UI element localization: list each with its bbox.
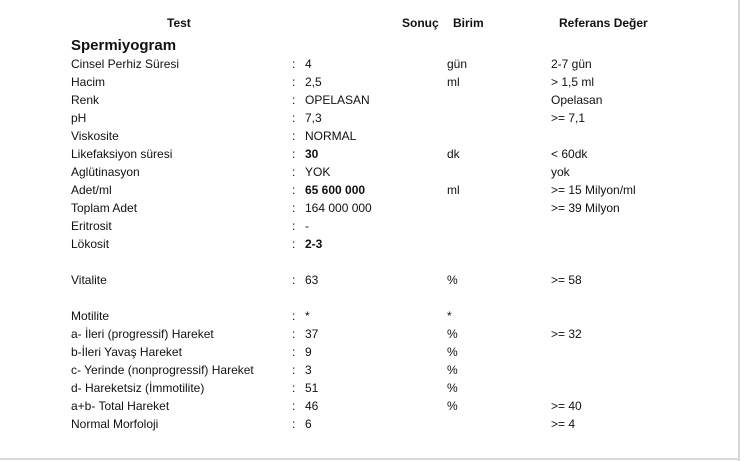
section-title: Spermiyogram — [71, 37, 177, 54]
table-row — [0, 343, 740, 361]
table-row — [0, 271, 740, 289]
reference-value: >= 40 — [551, 399, 582, 413]
test-name: Adet/ml — [71, 183, 112, 197]
separator-colon: : — [292, 417, 296, 431]
header-result: Sonuç — [402, 16, 439, 30]
test-name: Normal Morfoloji — [71, 417, 159, 431]
table-row — [0, 163, 740, 181]
reference-value: 2-7 gün — [551, 57, 592, 71]
table-row — [0, 127, 740, 145]
separator-colon: : — [292, 147, 296, 161]
result-value: 37 — [305, 327, 319, 341]
table-row — [0, 379, 740, 397]
test-name: b-İleri Yavaş Hareket — [71, 345, 182, 359]
test-name: Toplam Adet — [71, 201, 138, 215]
separator-colon: : — [292, 219, 296, 233]
table-row — [0, 181, 740, 199]
table-row — [0, 73, 740, 91]
result-value: 9 — [305, 345, 312, 359]
unit-value: % — [447, 273, 458, 287]
separator-colon: : — [292, 273, 296, 287]
unit-value: % — [447, 399, 458, 413]
unit-value: dk — [447, 147, 460, 161]
separator-colon: : — [292, 57, 296, 71]
result-value: OPELASAN — [305, 93, 370, 107]
result-value: 3 — [305, 363, 312, 377]
reference-value: >= 15 Milyon/ml — [551, 183, 636, 197]
result-value: 30 — [305, 147, 319, 161]
reference-value: yok — [551, 165, 570, 179]
test-name: Aglütinasyon — [71, 165, 140, 179]
test-name: Cinsel Perhiz Süresi — [71, 57, 180, 71]
table-row — [0, 235, 740, 253]
table-row — [0, 307, 740, 325]
header-reference: Referans Değer — [559, 16, 648, 30]
test-name: Hacim — [71, 75, 106, 89]
test-name: c- Yerinde (nonprogressif) Hareket — [71, 363, 254, 377]
separator-colon: : — [292, 201, 296, 215]
table-row — [0, 397, 740, 415]
result-value: 46 — [305, 399, 319, 413]
separator-colon: : — [292, 309, 296, 323]
test-name: a+b- Total Hareket — [71, 399, 170, 413]
table-row — [0, 325, 740, 343]
separator-colon: : — [292, 327, 296, 341]
reference-value: < 60dk — [551, 147, 588, 161]
separator-colon: : — [292, 93, 296, 107]
result-value: YOK — [305, 165, 331, 179]
separator-colon: : — [292, 129, 296, 143]
unit-value: ml — [447, 75, 460, 89]
reference-value: >= 32 — [551, 327, 582, 341]
test-name: d- Hareketsiz (İmmotilite) — [71, 381, 205, 395]
reference-value: >= 4 — [551, 417, 576, 431]
test-name: Viskosite — [71, 129, 119, 143]
reference-value: >= 58 — [551, 273, 582, 287]
test-name: Motilite — [71, 309, 110, 323]
reference-value: Opelasan — [551, 93, 603, 107]
test-name: Likefaksiyon süresi — [71, 147, 173, 161]
unit-value: gün — [447, 57, 468, 71]
separator-colon: : — [292, 75, 296, 89]
table-row — [0, 109, 740, 127]
table-row — [0, 217, 740, 235]
separator-colon: : — [292, 399, 296, 413]
page-edge-bottom — [0, 458, 740, 460]
unit-value: ml — [447, 183, 460, 197]
test-name: Renk — [71, 93, 100, 107]
reference-value: > 1,5 ml — [551, 75, 595, 89]
result-value: 63 — [305, 273, 319, 287]
unit-value: * — [447, 309, 452, 323]
table-row — [0, 145, 740, 163]
separator-colon: : — [292, 183, 296, 197]
table-row — [0, 415, 740, 433]
reference-value: >= 39 Milyon — [551, 201, 620, 215]
result-value: 4 — [305, 57, 312, 71]
unit-value: % — [447, 381, 458, 395]
result-value: 7,3 — [305, 111, 322, 125]
separator-colon: : — [292, 111, 296, 125]
header-test: Test — [167, 16, 191, 30]
table-row — [0, 361, 740, 379]
result-value: * — [305, 309, 310, 323]
separator-colon: : — [292, 237, 296, 251]
separator-colon: : — [292, 345, 296, 359]
unit-value: % — [447, 327, 458, 341]
table-row — [0, 199, 740, 217]
reference-value: >= 7,1 — [551, 111, 586, 125]
result-value: 51 — [305, 381, 319, 395]
test-name: Lökosit — [71, 237, 110, 251]
result-value: 164 000 000 — [305, 201, 372, 215]
table-row — [0, 91, 740, 109]
unit-value: % — [447, 345, 458, 359]
table-row — [0, 55, 740, 73]
test-name: Vitalite — [71, 273, 107, 287]
result-value: - — [305, 219, 309, 233]
test-name: Eritrosit — [71, 219, 112, 233]
result-value: 6 — [305, 417, 312, 431]
result-value: 65 600 000 — [305, 183, 366, 197]
separator-colon: : — [292, 165, 296, 179]
test-name: a- İleri (progressif) Hareket — [71, 327, 214, 341]
header-unit: Birim — [453, 16, 484, 30]
result-value: 2,5 — [305, 75, 322, 89]
separator-colon: : — [292, 363, 296, 377]
result-value: NORMAL — [305, 129, 357, 143]
separator-colon: : — [292, 381, 296, 395]
result-value: 2-3 — [305, 237, 323, 251]
test-name: pH — [71, 111, 87, 125]
unit-value: % — [447, 363, 458, 377]
